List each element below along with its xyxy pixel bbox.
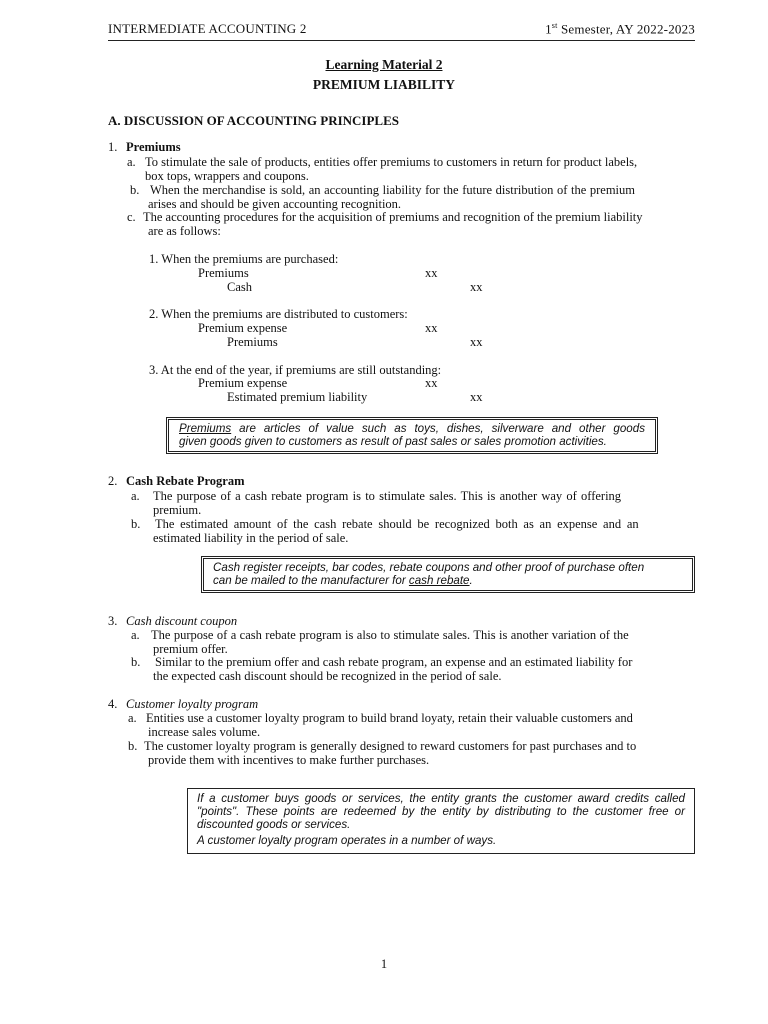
cash-rebate-note-line1: Cash register receipts, bar codes, rebate coupons and other proof of purchase often bbox=[213, 561, 645, 574]
item-2-heading: Cash Rebate Program bbox=[126, 474, 245, 488]
header-rule bbox=[108, 40, 695, 41]
item-2a-line1: The purpose of a cash rebate program is to stimulate sales. This is another way of offering bbox=[153, 489, 622, 503]
item-3b-line1: Similar to the premium offer and cash rebate program, an expense and an estimated liability for bbox=[155, 655, 633, 669]
page-subtitle: PREMIUM LIABILITY bbox=[312, 77, 456, 92]
cash-rebate-term: cash rebate bbox=[408, 574, 470, 587]
page-number: 1 bbox=[380, 957, 388, 971]
item-4a-line1: Entities use a customer loyalty program to build brand loyaty, retain their valuable customers and bbox=[146, 711, 633, 725]
cash-rebate-note-line2: can be mailed to the manufacturer for bbox=[213, 574, 409, 587]
entry-2-debit-account: Premium expense bbox=[198, 321, 288, 335]
item-1a-line1: To stimulate the sale of products, entities offer premiums to customers in return for product labels, bbox=[145, 155, 638, 169]
item-3a-line2: premium offer. bbox=[153, 642, 228, 656]
item-3a-line1: The purpose of a cash rebate program is also to stimulate sales. This is another variation of the bbox=[151, 628, 629, 642]
premiums-term: Premiums bbox=[179, 422, 232, 435]
item-2b-line2: estimated liability in the period of sale. bbox=[153, 531, 349, 545]
item-1b-line1: When the merchandise is sold, an accounting liability for the future distribution of the premium bbox=[150, 183, 636, 197]
entry-1-credit-account: Cash bbox=[227, 280, 252, 294]
item-3-number: 3. bbox=[108, 614, 118, 628]
item-1-number: 1. bbox=[108, 140, 118, 154]
item-2b-label: b. bbox=[131, 517, 141, 531]
item-3a-label: a. bbox=[131, 628, 140, 642]
header-semester-ordinal: st bbox=[551, 21, 558, 30]
item-2a-line2: premium. bbox=[153, 503, 202, 517]
entry-3-debit-amount: xx bbox=[425, 376, 438, 390]
item-4a-label: a. bbox=[128, 711, 137, 725]
item-3-heading: Cash discount coupon bbox=[126, 614, 238, 628]
entry-2-title: 2. When the premiums are distributed to customers: bbox=[149, 307, 408, 321]
loyalty-program-note-paragraph: If a customer buys goods or services, the entity grants the customer award credits called "points". These points are redeemed by the entity by distributing to the customer free or discounted goods or services. bbox=[197, 792, 685, 831]
section-heading: A. DISCUSSION OF ACCOUNTING PRINCIPLES bbox=[108, 113, 399, 128]
entry-3-credit-amount: xx bbox=[470, 390, 483, 404]
entry-2-credit-account: Premiums bbox=[227, 335, 278, 349]
entry-3-credit-account: Estimated premium liability bbox=[227, 390, 368, 404]
cash-rebate-note-box bbox=[201, 556, 695, 593]
entry-3-title: 3. At the end of the year, if premiums are still outstanding: bbox=[149, 363, 442, 377]
item-1a-label: a. bbox=[127, 155, 136, 169]
entry-1-title: 1. When the premiums are purchased: bbox=[149, 252, 339, 266]
item-1c-line2: are as follows: bbox=[148, 224, 221, 238]
header-semester-number: 1 bbox=[545, 21, 552, 37]
item-1c-label: c. bbox=[127, 210, 136, 224]
item-4a-line2: increase sales volume. bbox=[148, 725, 261, 739]
header-semester-text: Semester, AY 2022-2023 bbox=[557, 21, 695, 37]
premiums-definition-box bbox=[166, 417, 658, 454]
item-4-number: 4. bbox=[108, 697, 118, 711]
item-3b-line2: the expected cash discount should be recognized in the period of sale. bbox=[153, 669, 502, 683]
item-4b-label: b. bbox=[128, 739, 138, 753]
item-2a-label: a. bbox=[131, 489, 140, 503]
item-1b-line2: arises and should be given accounting recognition. bbox=[148, 197, 402, 211]
item-1c-line1: The accounting procedures for the acquisition of premiums and recognition of the premium liability bbox=[143, 210, 643, 224]
item-2-number: 2. bbox=[108, 474, 118, 488]
entry-3-debit-account: Premium expense bbox=[198, 376, 288, 390]
item-2b-line1: The estimated amount of the cash rebate should be recognized both as an expense and an bbox=[155, 517, 639, 531]
page-title: Learning Material 2 bbox=[325, 57, 443, 72]
item-1a-line2: box tops, wrappers and coupons. bbox=[145, 169, 309, 183]
header-course-title: INTERMEDIATE ACCOUNTING 2 bbox=[108, 21, 307, 36]
item-4b-line2: provide them with incentives to make further purchases. bbox=[148, 753, 430, 767]
premiums-definition-line1: are articles of value such as toys, dishes, silverware and other goods bbox=[231, 422, 645, 435]
entry-1-credit-amount: xx bbox=[470, 280, 483, 294]
loyalty-program-note-closing: A customer loyalty program operates in a number of ways. bbox=[197, 834, 497, 847]
entry-1-debit-amount: xx bbox=[425, 266, 438, 280]
item-3b-label: b. bbox=[131, 655, 141, 669]
entry-1-debit-account: Premiums bbox=[198, 266, 249, 280]
premiums-definition-line2: given goods given to customers as result of past sales or sales promotion activities. bbox=[179, 435, 607, 448]
entry-2-credit-amount: xx bbox=[470, 335, 483, 349]
loyalty-program-note-box bbox=[187, 788, 695, 854]
entry-2-debit-amount: xx bbox=[425, 321, 438, 335]
item-1-heading: Premiums bbox=[126, 140, 181, 154]
cash-rebate-note-end: . bbox=[469, 574, 473, 587]
item-1b-label: b. bbox=[130, 183, 140, 197]
item-4b-line1: The customer loyalty program is generally designed to reward customers for past purchases and to bbox=[144, 739, 637, 753]
header-semester bbox=[545, 21, 695, 37]
item-4-heading: Customer loyalty program bbox=[126, 697, 259, 711]
